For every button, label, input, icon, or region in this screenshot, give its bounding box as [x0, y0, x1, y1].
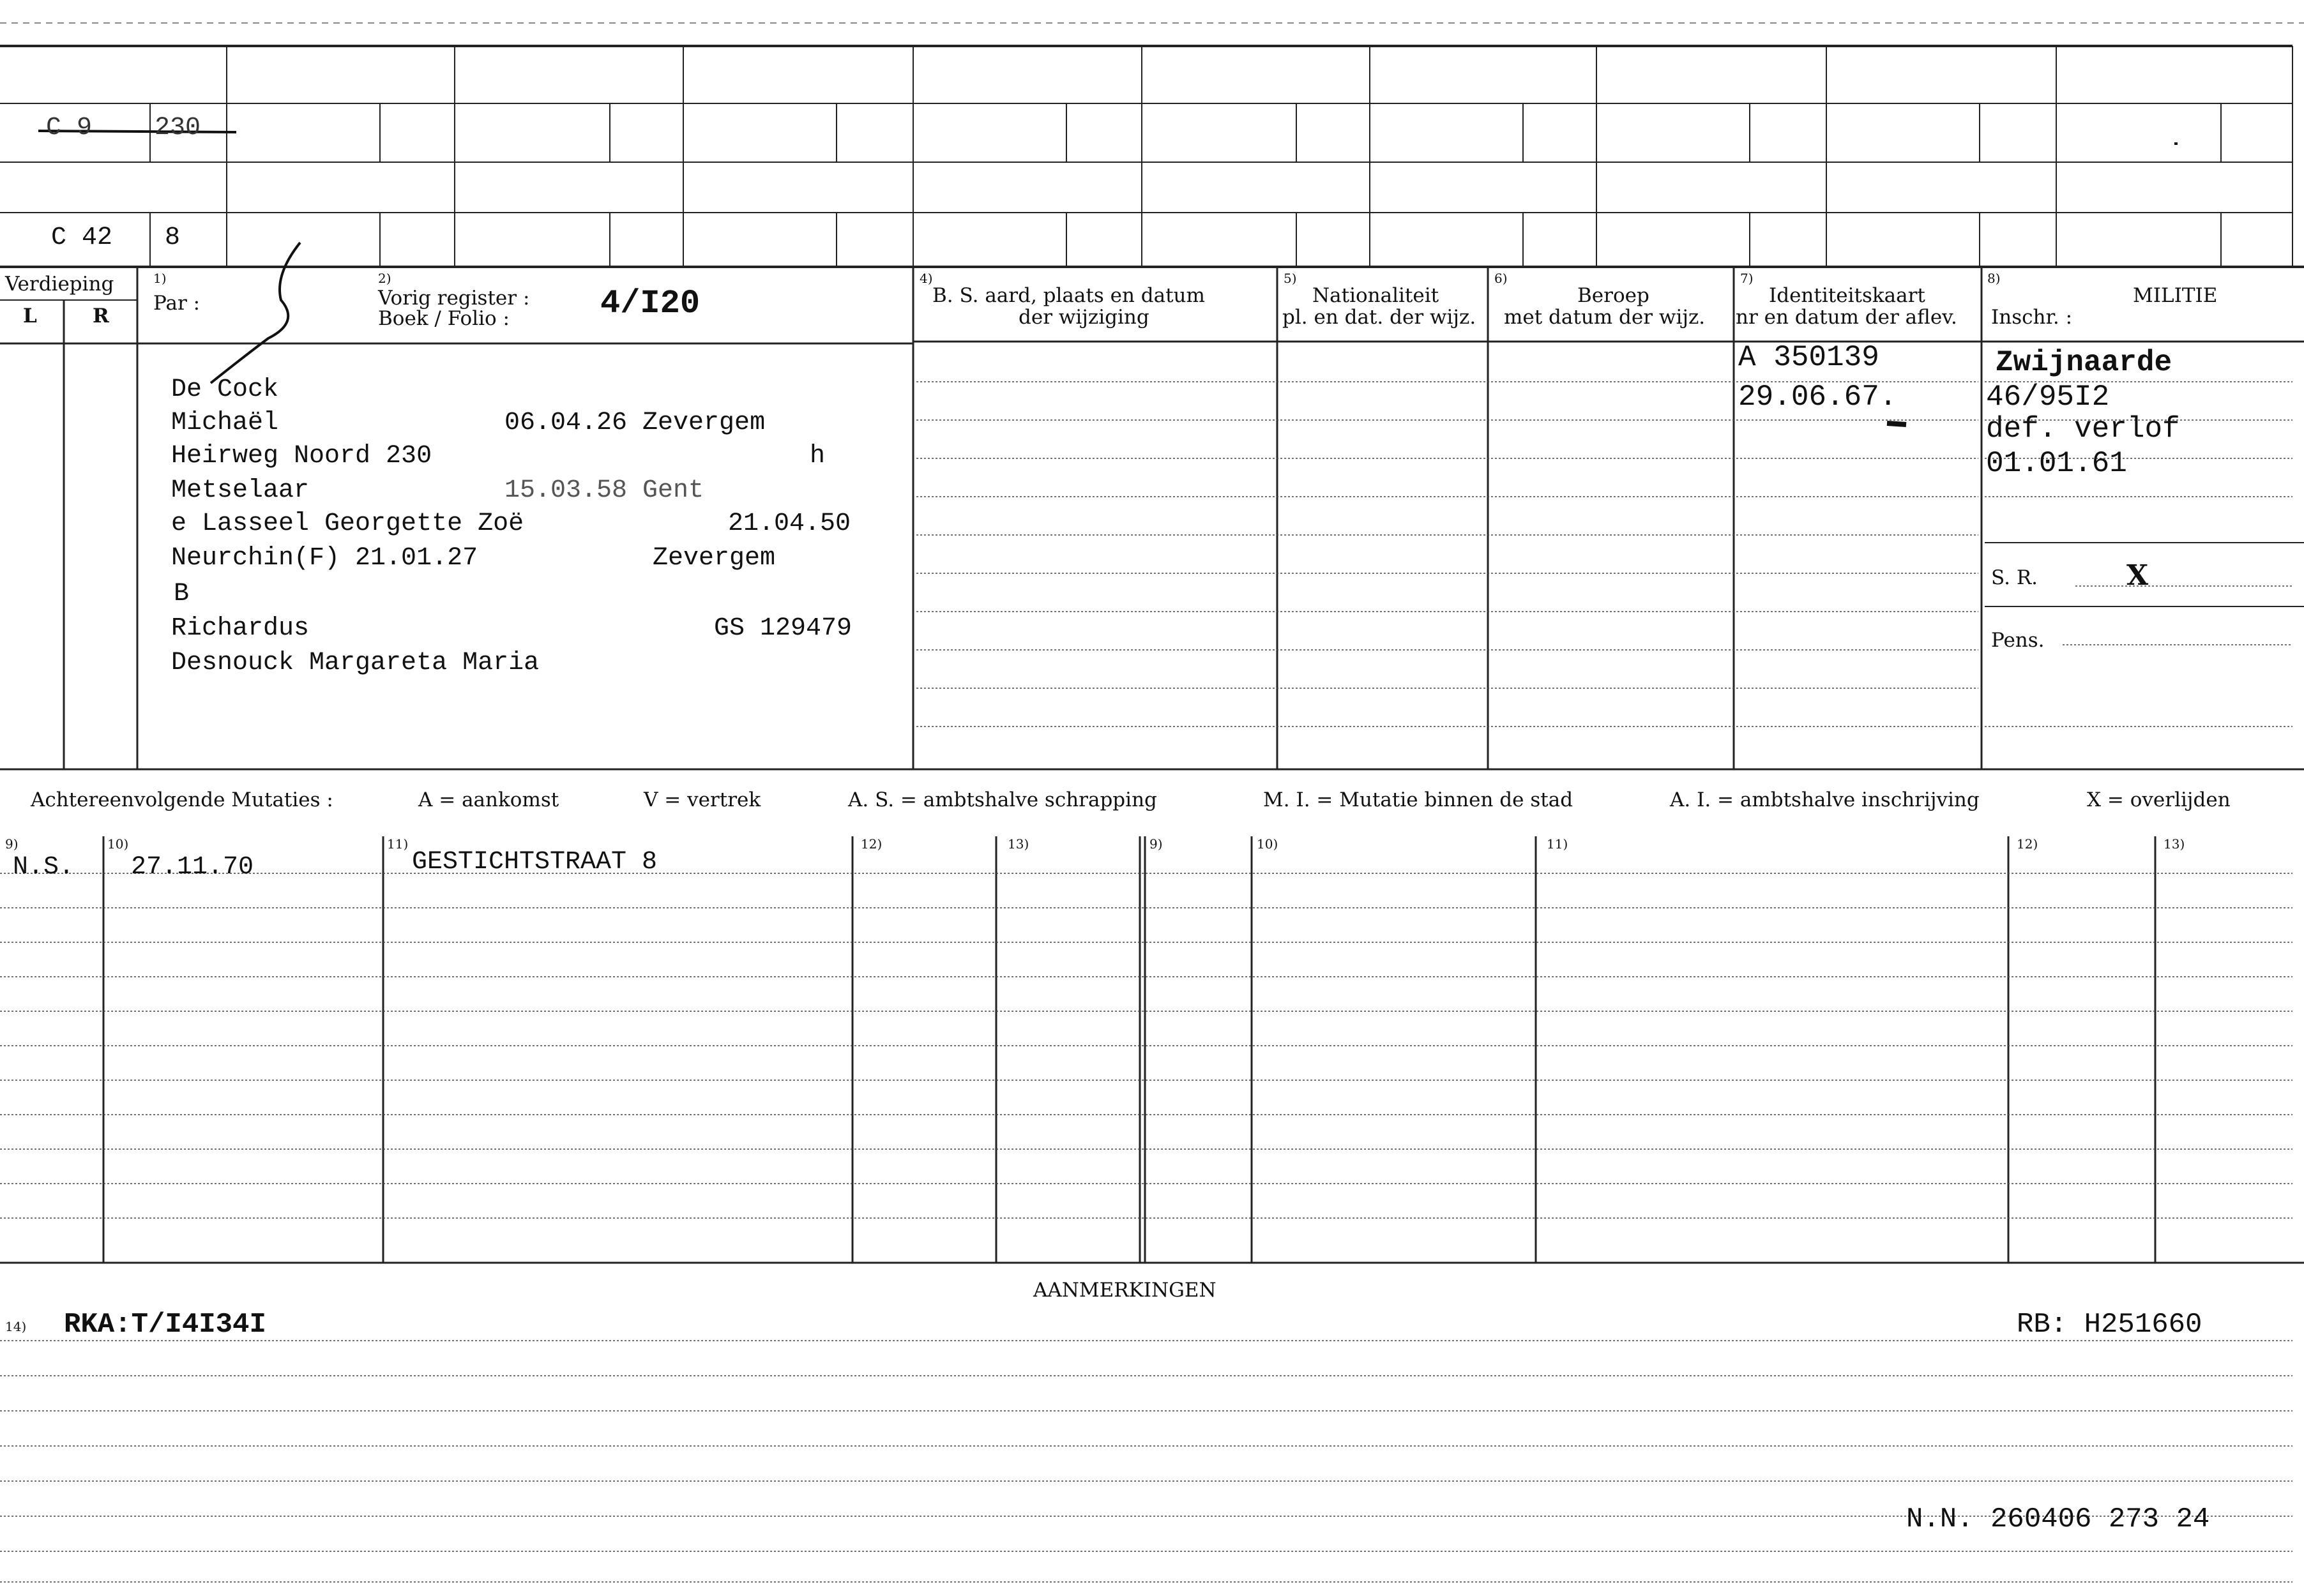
vorig-footnote: 2)	[378, 271, 391, 286]
vorig-register-label: Vorig register :	[378, 287, 530, 310]
spouse-birth: Neurchin(F) 21.01.27	[171, 544, 478, 573]
first-name: Michaël	[171, 409, 279, 437]
mut-col-9-right: 9)	[1149, 836, 1163, 852]
national-number: N.N. 260406 273 24	[1906, 1503, 2210, 1535]
id-header-line1: Identiteitskaart	[1769, 284, 1925, 307]
mut-col-9: 9)	[5, 836, 19, 852]
remarks-footnote: 14)	[5, 1319, 27, 1334]
mut-col-11: 11)	[387, 836, 409, 852]
militie-number: 46/95I2	[1986, 380, 2110, 414]
pens-label: Pens.	[1991, 629, 2045, 652]
nat-footnote: 5)	[1284, 271, 1297, 286]
mut-col-13-right: 13)	[2164, 836, 2185, 852]
id-card-number: A 350139	[1738, 341, 1879, 374]
handwritten-mark	[211, 243, 300, 383]
address: Heirweg Noord 230	[171, 442, 432, 471]
gs-number: GS 129479	[714, 614, 853, 643]
mutation-address: GESTICHTSTRAAT 8	[412, 848, 658, 877]
legend-inschrijving: A. I. = ambtshalve inschrijving	[1670, 788, 1980, 811]
father-name: Richardus	[171, 614, 310, 643]
mut-col-10: 10)	[107, 836, 129, 852]
sr-label: S. R.	[1991, 566, 2038, 589]
sr-value: X	[2126, 559, 2149, 592]
mut-col-12: 12)	[861, 836, 883, 852]
floor-l-label: L	[23, 305, 37, 327]
vorig-register-value: 4/I20	[600, 285, 701, 322]
nat-header-line2: pl. en dat. der wijz.	[1282, 306, 1476, 329]
remarks-title: AANMERKINGEN	[1033, 1279, 1216, 1302]
h-mark: h	[810, 442, 826, 471]
id-footnote: 7)	[1740, 271, 1754, 286]
bs-header-line1: B. S. aard, plaats en datum	[932, 284, 1205, 307]
militie-inschr-label: Inschr. :	[1991, 306, 2073, 329]
mut-col-12-right: 12)	[2017, 836, 2038, 852]
legend-aankomst: A = aankomst	[418, 788, 559, 811]
par-label: Par :	[153, 292, 201, 315]
rb-reference: RB: H251660	[2017, 1309, 2202, 1341]
mutations-legend-title: Achtereenvolgende Mutaties :	[31, 788, 333, 811]
occupation-date: 15.03.58 Gent	[504, 476, 704, 505]
birth-date-place: 06.04.26 Zevergem	[504, 409, 766, 437]
occupation: Metselaar	[171, 476, 310, 505]
mutation-date: 27.11.70	[131, 853, 254, 882]
verdieping-label: Verdieping	[5, 273, 114, 296]
boek-folio-label: Boek / Folio :	[378, 307, 510, 330]
surname: De Cock	[171, 375, 279, 404]
mut-col-10-right: 10)	[1257, 836, 1278, 852]
bs-header-line2: der wijziging	[1019, 306, 1149, 329]
id-header-line2: nr en datum der aflev.	[1736, 306, 1957, 329]
bs-footnote: 4)	[920, 271, 933, 286]
legend-overlijden: X = overlijden	[2087, 788, 2231, 811]
ber-header-line2: met datum der wijz.	[1504, 306, 1706, 329]
mil-footnote: 8)	[1987, 271, 2001, 286]
old-register-number: C 9	[46, 114, 93, 142]
spouse-birth-place: Zevergem	[653, 544, 776, 573]
rka-reference: RKA:T/I4I34I	[64, 1309, 266, 1341]
mother-name: Desnouck Margareta Maria	[171, 649, 540, 677]
marriage-date: 21.04.50	[728, 509, 851, 538]
floor-r-label: R	[93, 305, 109, 327]
ber-header-line1: Beroep	[1577, 284, 1649, 307]
register-sub: 8	[165, 223, 181, 252]
ber-footnote: 6)	[1494, 271, 1508, 286]
nat-header-line1: Nationaliteit	[1312, 284, 1439, 307]
legend-vertrek: V = vertrek	[644, 788, 761, 811]
mut-col-13: 13)	[1008, 836, 1029, 852]
mut-col-11-right: 11)	[1547, 836, 1568, 852]
spouse-name: e Lasseel Georgette Zoë	[171, 509, 524, 538]
militie-date: 01.01.61	[1986, 447, 2127, 480]
militie-status: def. verlof	[1986, 412, 2180, 446]
par-footnote: 1)	[153, 271, 167, 286]
old-register-sub: 230	[155, 114, 201, 142]
id-card-date: 29.06.67.	[1738, 380, 1897, 414]
register-number: C 42	[51, 223, 113, 252]
legend-schrapping: A. S. = ambtshalve schrapping	[848, 788, 1157, 811]
mutation-code: N.S.	[13, 853, 75, 882]
militie-place: Zwijnaarde	[1996, 346, 2172, 379]
militie-header: MILITIE	[2133, 284, 2218, 307]
legend-mutatie-stad: M. I. = Mutatie binnen de stad	[1263, 788, 1573, 811]
b-mark: B	[174, 580, 190, 608]
